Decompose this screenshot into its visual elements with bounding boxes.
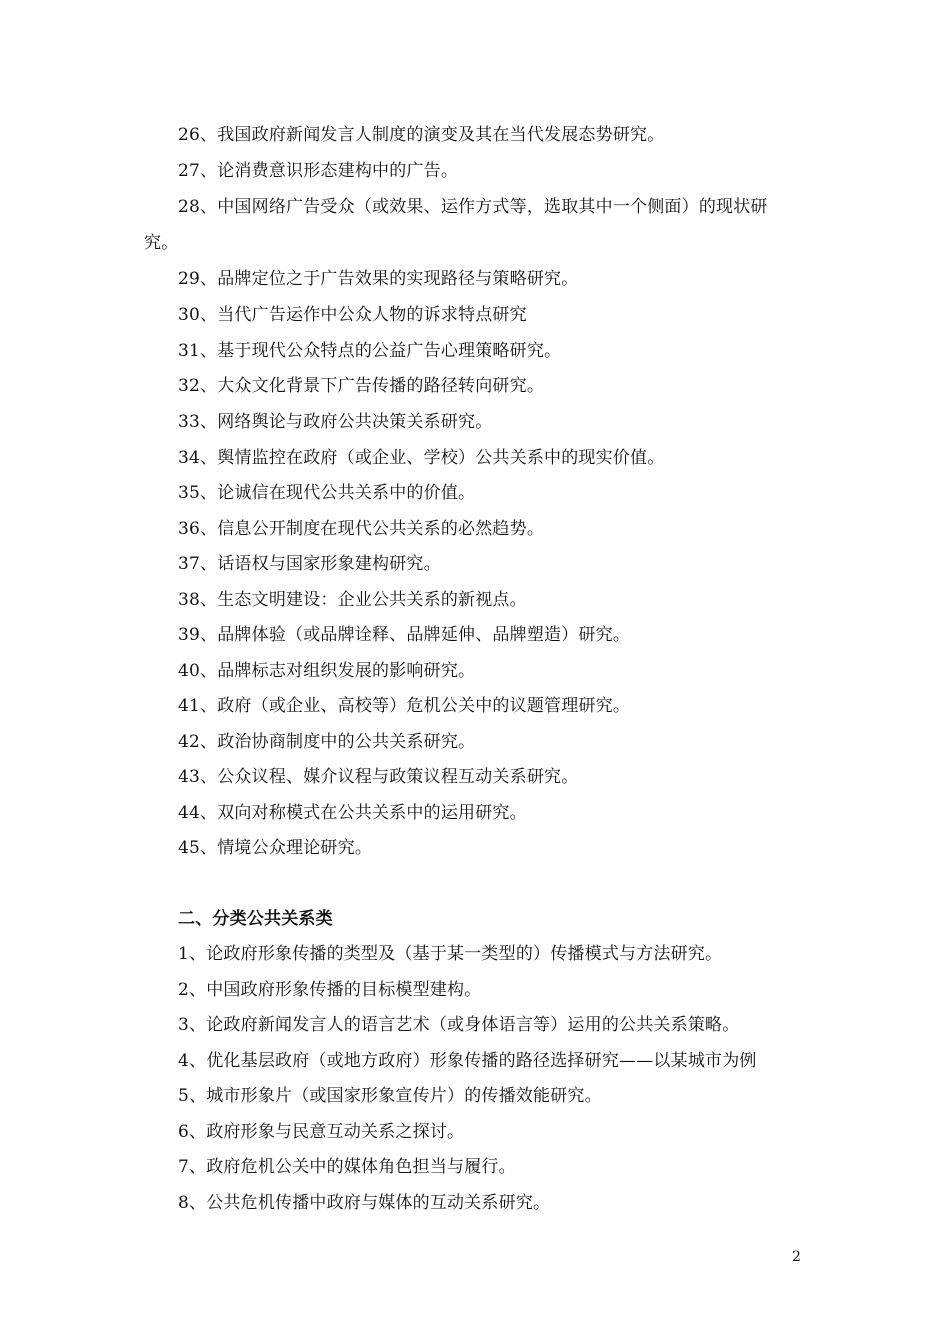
list-item: 43、公众议程、媒介议程与政策议程互动关系研究。	[178, 767, 579, 787]
page-number: 2	[792, 1249, 801, 1265]
list-item: 31、基于现代公众特点的公益广告心理策略研究。	[178, 341, 562, 361]
section-heading: 二、分类公共关系类	[178, 909, 333, 929]
list-item: 27、论消费意识形态建构中的广告。	[178, 161, 459, 181]
list-item: 4、优化基层政府（或地方政府）形象传播的路径选择研究——以某城市为例	[178, 1051, 757, 1071]
list-item: 42、政治协商制度中的公共关系研究。	[178, 732, 476, 752]
list-item: 3、论政府新闻发言人的语言艺术（或身体语言等）运用的公共关系策略。	[178, 1015, 740, 1035]
list-item: 36、信息公开制度在现代公共关系的必然趋势。	[178, 519, 545, 539]
list-item: 37、话语权与国家形象建构研究。	[178, 554, 441, 574]
list-item: 29、品牌定位之于广告效果的实现路径与策略研究。	[178, 269, 579, 289]
list-item: 5、城市形象片（或国家形象宣传片）的传播效能研究。	[178, 1086, 602, 1106]
list-item: 2、中国政府形象传播的目标模型建构。	[178, 980, 482, 1000]
list-item: 32、大众文化背景下广告传播的路径转向研究。	[178, 376, 545, 396]
list-item: 28、中国网络广告受众（或效果、运作方式等，选取其中一个侧面）的现状研	[178, 197, 768, 217]
list-item: 33、网络舆论与政府公共决策关系研究。	[178, 412, 493, 432]
list-item: 6、政府形象与民意互动关系之探讨。	[178, 1122, 465, 1142]
list-item: 30、当代广告运作中公众人物的诉求特点研究	[178, 305, 527, 325]
list-item-continuation: 究。	[144, 233, 179, 253]
list-item: 39、品牌体验（或品牌诠释、品牌延伸、品牌塑造）研究。	[178, 625, 631, 645]
list-item: 26、我国政府新闻发言人制度的演变及其在当代发展态势研究。	[178, 125, 665, 145]
list-item: 40、品牌标志对组织发展的影响研究。	[178, 661, 476, 681]
list-item: 44、双向对称模式在公共关系中的运用研究。	[178, 803, 527, 823]
list-item: 38、生态文明建设：企业公共关系的新视点。	[178, 590, 527, 610]
list-item: 1、论政府形象传播的类型及（基于某一类型的）传播模式与方法研究。	[178, 944, 723, 964]
list-item: 8、公共危机传播中政府与媒体的互动关系研究。	[178, 1193, 551, 1213]
list-item: 41、政府（或企业、高校等）危机公关中的议题管理研究。	[178, 696, 631, 716]
list-item: 45、情境公众理论研究。	[178, 838, 373, 858]
list-item: 35、论诚信在现代公共关系中的价值。	[178, 483, 476, 503]
list-item: 7、政府危机公关中的媒体角色担当与履行。	[178, 1157, 516, 1177]
list-item: 34、舆情监控在政府（或企业、学校）公共关系中的现实价值。	[178, 448, 665, 468]
